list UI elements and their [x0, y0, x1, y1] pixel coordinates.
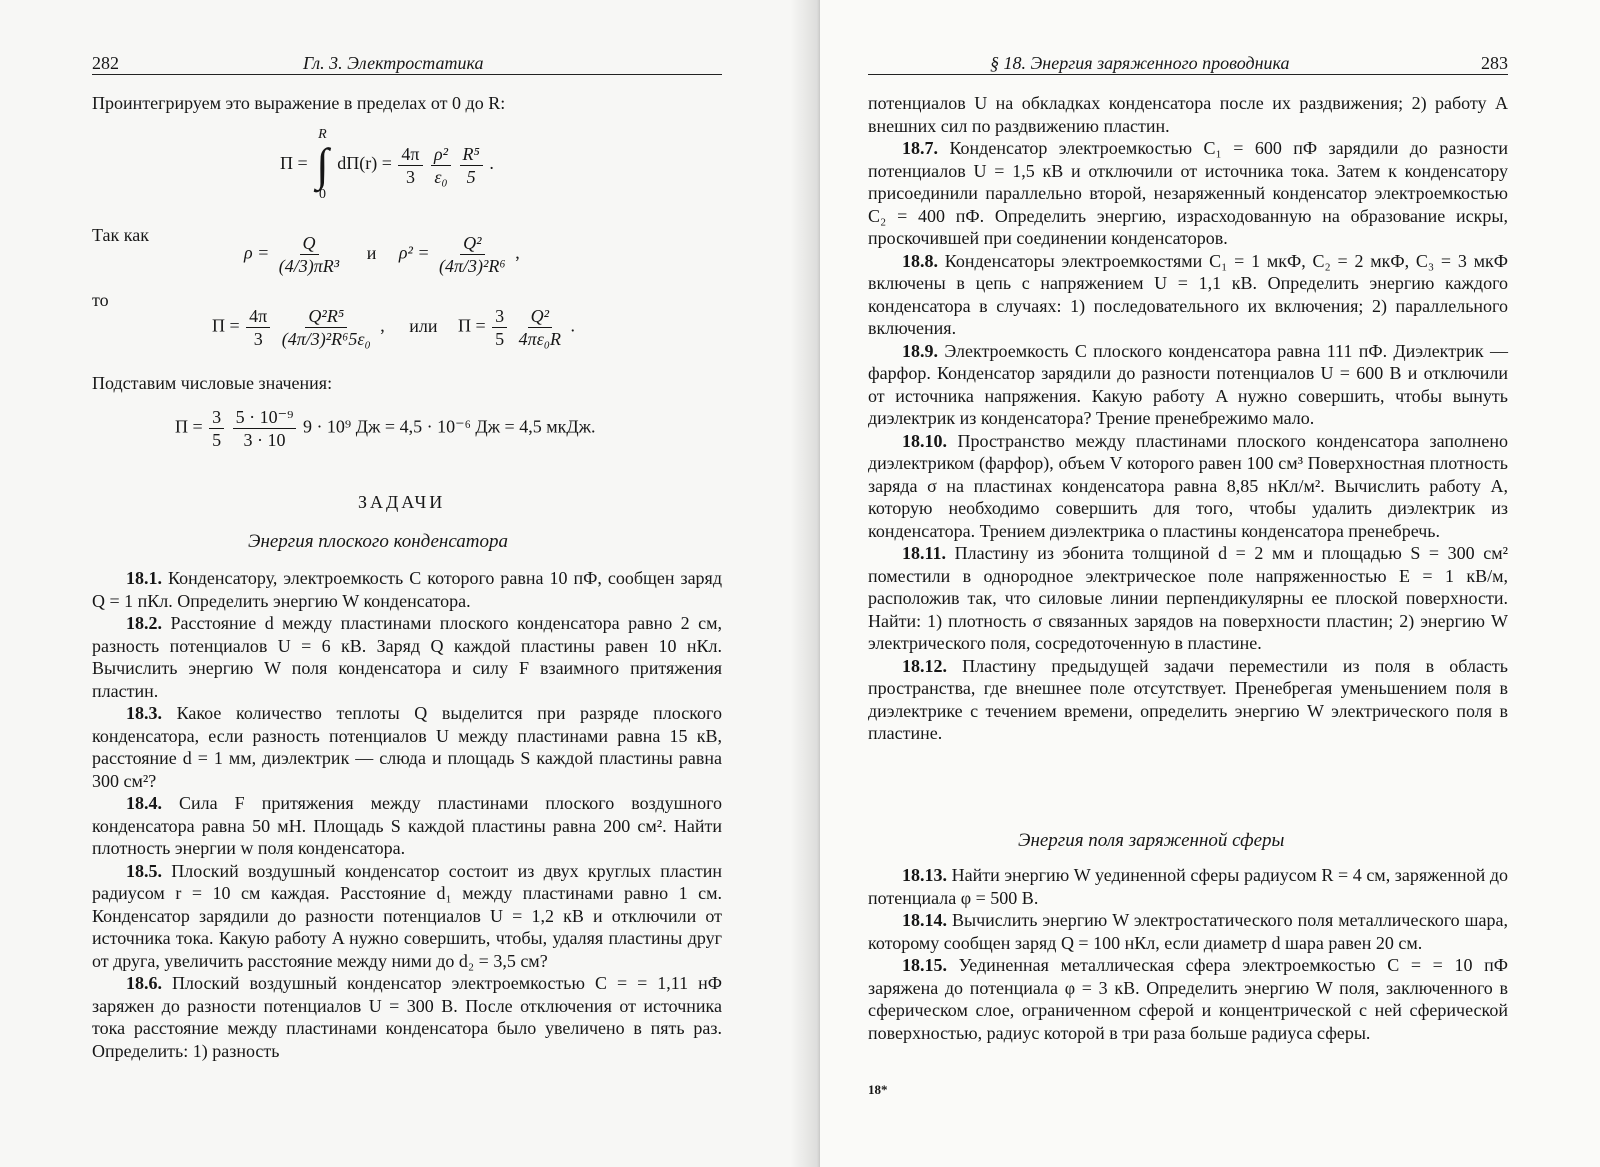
right-running-head-title: § 18. Энергия заряженного проводника [990, 53, 1290, 73]
problem-text: Расстояние d между пластинами плоского конденсатора равно 2 см, разность потенциалов U = 6 кВ. Заряд Q каждой пластины равен 10 нКл. Вычислить энергию W поля конденсатора и силу F взаимного притяжения пластин. [92, 613, 722, 701]
denominator: 3 [253, 329, 263, 349]
formula-lhs: П = [175, 416, 203, 437]
problem-text: Конденсатор электроемкостью C₁ = 600 пФ зарядили до разности потенциалов U = 1,5 кВ и отключили от источника тока. Затем к конденсатору присоединили параллельно второй, незаряженный конденсатор электроемкостью C₂ = 400 пФ. Определить энергию, израсходованную на образование искры, проскочившей при соединении конденсаторов. [868, 138, 1509, 248]
right-page-number: 283 [1481, 53, 1508, 73]
problem-number: 18.1. [126, 568, 162, 588]
problem-item [868, 250, 1508, 340]
formula-integral [280, 128, 494, 202]
formula-lhs: П = [280, 153, 308, 174]
problem-item [92, 612, 722, 702]
problem-number: 18.2. [126, 613, 162, 633]
problem-item [92, 972, 722, 1062]
problem-number: 18.14. [902, 910, 947, 930]
formula-lhs: П = [212, 315, 240, 336]
numerator: Q²R⁵ [305, 305, 347, 328]
numerator: 5 · 10⁻⁹ [233, 406, 297, 429]
denominator: ε₀ [434, 166, 448, 187]
label-then: то [92, 290, 109, 310]
problem-item [868, 137, 1508, 250]
problem-text: Электроемкость C плоского конденсатора равна 111 пФ. Диэлектрик — фарфор. Конденсатор зарядили до разности потенциалов U = 600 В и отключили от источника напряжения. Какую работу A нужно совершить, чтобы вынуть диэлектрик из конденсатора? Трение пренебрежимо мало. [868, 340, 1508, 428]
problem-number: 18.5. [126, 860, 162, 881]
fraction [209, 406, 224, 451]
denominator: (4/3)πR³ [278, 256, 340, 276]
numerator: 3 [209, 406, 224, 429]
denominator: 3 [405, 166, 415, 187]
continuation-text: потенциалов U на обкладках конденсатора после их раздвижения; 2) работу A внешних сил по раздвижению пластин. [868, 93, 1508, 136]
substitute-line: Подставим числовые значения: [92, 373, 333, 393]
formula-energy [212, 305, 575, 350]
denominator: 5 [466, 166, 476, 187]
denominator: 3 · 10 [243, 430, 286, 450]
problem-item [868, 430, 1508, 543]
problem-text: Сила F притяжения между пластинами плоского воздушного конденсатора равна 50 мН. Площадь S каждой пластины равна 200 см². Найти плотность энергии w поля конденсатора. [92, 793, 722, 858]
numerator: Q² [460, 232, 484, 255]
problem-text: Какое количество теплоты Q выделится при разряде плоского конденсатора, если разность потенциалов U между пластинами равна 15 кВ, расстояние d = 1 мм, диэлектрик — слюда и площадь S каждой пластины равна 300 см²? [92, 703, 722, 791]
problem-text: Уединенная металлическая сфера электроемкостью C = = 10 пФ заряжена до потенциала φ = 3 кВ. Определить энергию W поля, заключенного в сферическом слое, ограниченном сферой и концентрической с ней сферической поверхностью, радиус которой в три раза больше радиуса сферы. [868, 955, 1508, 1043]
fraction [276, 232, 342, 277]
denominator: (4π/3)²R⁶5ε₀ [281, 329, 371, 349]
right-page [820, 0, 1600, 1167]
fraction [398, 143, 422, 188]
numerator: R⁵ [460, 143, 483, 166]
formula-lhs: ρ = [244, 242, 270, 263]
problem-text: Найти энергию W уединенной сферы радиусом R = 4 см, заряженной до потенциала φ = 500 В. [868, 865, 1509, 908]
problem-text: Конденсатору, электроемкость C которого равна 10 пФ, сообщен заряд Q = 1 пКл. Определить энергию W конденсатора. [92, 568, 722, 611]
problem-item [868, 909, 1508, 954]
integral-symbol: ∫ [316, 139, 329, 190]
problem-item [868, 542, 1508, 655]
formula-end: . [489, 153, 494, 174]
denominator: 4πε₀R [518, 329, 562, 349]
denominator: (4π/3)²R⁶ [439, 256, 506, 276]
fraction [246, 305, 270, 350]
problem-number: 18.12. [902, 655, 947, 676]
problem-text: Плоский воздушный конденсатор состоит из двух круглых пластин радиусом r = 10 см каждая. Расстояние d₁ между пластинами равно 1 см. Конденсатор зарядили до разности потенциалов U = 1,2 кВ и отключили от источника тока. Какую работу A нужно совершить, чтобы, удаляя пластины друг от друга, увеличить расстояние между ними до d₂ = 3,5 см? [92, 860, 722, 971]
problem-text: Плоский воздушный конденсатор электроемкостью C = = 1,11 нФ заряжен до разности потенциалов U = 300 В. После отключения от источника тока расстояние между пластинами конденсатора было увеличено в пять раз. Определить: 1) разность [92, 973, 722, 1061]
problem-item [868, 340, 1508, 430]
problem-number: 18.10. [902, 430, 947, 451]
formula-end: . [570, 315, 576, 336]
numerator: 4π [398, 143, 422, 166]
problem-number: 18.13. [902, 865, 947, 885]
problem-number: 18.3. [126, 703, 162, 723]
numerator: Q [300, 232, 319, 255]
left-page-number: 282 [92, 53, 119, 73]
problem-item [868, 655, 1508, 745]
upper-limit: R [318, 127, 327, 142]
problem-text: Пластину предыдущей задачи переместили из поля в область пространства, где внешнее поле отсутствует. Пренебрегая уменьшением поля в диэлектрике с течением времени, определить энергию W электрического поля в пластине. [868, 655, 1508, 743]
integral-sign [316, 128, 329, 202]
problem-item [92, 702, 722, 792]
problem-number: 18.6. [126, 973, 162, 993]
subsection-title: Энергия плоского конденсатора [248, 531, 509, 552]
formula-end: , [515, 242, 520, 263]
problem-number: 18.15. [902, 955, 947, 975]
left-running-header [92, 52, 722, 75]
integrand: dП(r) = [337, 153, 392, 174]
problem-text: Вычислить энергию W электростатического поля металлического шара, которому сообщен заряд Q = 100 нКл, если диаметр d шара равен 20 см. [868, 910, 1508, 953]
problem-text: Конденсаторы электроемкостями C₁ = 1 мкФ, C₂ = 2 мкФ, C₃ = 3 мкФ включены в цепь с напряжением U = 1,1 кВ. Определить энергию каждого конденсатора в случаях: 1) последовательного их включения; 2) параллельного включения. [868, 250, 1508, 338]
signature-mark: 18* [868, 1082, 888, 1097]
fraction [279, 305, 374, 350]
intro-line: Проинтегрируем это выражение в пределах от 0 до R: [92, 93, 506, 113]
problem-number: 18.11. [902, 543, 947, 563]
problem-text: Пространство между пластинами плоского конденсатора заполнено диэлектриком (фарфор), объем V которого равен 100 см³ Поверхностная плотность заряда σ на пластинах конденсатора равна 8,85 нКл/м². Вычислить работу A, которую необходимо совершить для того, чтобы удалить диэлектрик из конденсатора. Трением диэлектрика о пластины конденсатора пренебречь. [868, 430, 1508, 541]
right-running-header [868, 52, 1508, 75]
fraction [516, 305, 564, 350]
fraction [492, 305, 507, 350]
denominator: 5 [212, 430, 222, 450]
section-title: ЗАДАЧИ [358, 492, 446, 512]
left-running-head-title: Гл. 3. Электростатика [303, 53, 484, 73]
fraction [436, 232, 509, 277]
formula-separator: , [380, 315, 385, 336]
formula-numeric [175, 406, 596, 451]
problem-item [868, 864, 1508, 909]
numerator: 4π [246, 305, 270, 328]
fraction [233, 406, 297, 451]
label-since: Так как [92, 225, 149, 245]
problem-item [868, 954, 1508, 1044]
problem-item [92, 567, 722, 612]
lower-limit: 0 [318, 187, 326, 202]
problem-item [92, 860, 722, 973]
problem-number: 18.9. [902, 340, 938, 361]
formula-rho [244, 232, 520, 277]
problem-item [92, 792, 722, 860]
fraction [460, 143, 483, 188]
problem-number: 18.7. [902, 138, 938, 158]
right-problems-block [868, 92, 1508, 745]
problems-list [92, 567, 722, 1062]
problem-number: 18.8. [902, 250, 938, 271]
right-problems-block-2 [868, 864, 1508, 1044]
numerator: ρ² [431, 143, 451, 166]
problem-number: 18.4. [126, 793, 162, 813]
denominator: 5 [495, 329, 505, 349]
conjunction: или [409, 315, 438, 336]
numerator: Q² [528, 305, 552, 328]
fraction [431, 143, 451, 188]
formula-lhs: ρ² = [398, 242, 430, 263]
conjunction: и [366, 242, 377, 263]
formula-lhs: П = [458, 315, 486, 336]
subsection-title: Энергия поля заряженной сферы [1018, 830, 1285, 851]
numerator: 3 [492, 305, 507, 328]
formula-rest: 9 · 10⁹ Дж = 4,5 · 10⁻⁶ Дж = 4,5 мкДж. [302, 416, 596, 437]
problem-text: Пластину из эбонита толщиной d = 2 мм и площадью S = 300 см² поместили в однородное электрическое поле напряженностью E = 1 кВ/м, расположив так, что силовые линии перпендикулярны ее плоской поверхности. Найти: 1) плотность σ связанных зарядов на поверхности пластин; 2) энергию W электрического поля, сосредоточенную в пластине. [868, 543, 1508, 653]
